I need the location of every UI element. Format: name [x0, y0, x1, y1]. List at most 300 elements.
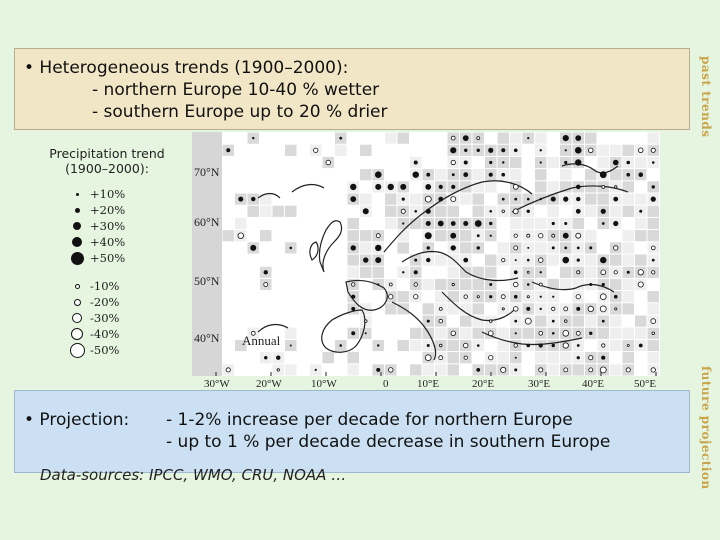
trend-dot	[626, 368, 630, 372]
grid-cell	[360, 230, 372, 241]
grid-cell	[648, 352, 660, 363]
grid-cell	[610, 206, 622, 217]
trend-dot	[351, 295, 355, 299]
grid-cell	[585, 255, 597, 266]
grid-cell	[510, 169, 522, 180]
trend-dot	[488, 331, 493, 336]
lat-label-40n: 40°N	[194, 331, 220, 345]
trend-dot	[614, 295, 618, 299]
trend-dot	[489, 295, 492, 298]
grid-cell	[435, 291, 447, 302]
lon-label-20w: 20°W	[256, 378, 282, 390]
trend-dot	[540, 271, 542, 273]
trend-dot	[489, 173, 493, 177]
trend-dot	[514, 270, 518, 274]
trend-dot	[601, 356, 605, 360]
grid-cell	[473, 303, 485, 314]
trend-dot	[552, 222, 555, 225]
trend-dot	[339, 344, 342, 347]
grid-cell	[585, 133, 597, 144]
trend-dot	[515, 357, 517, 359]
grid-cell	[410, 328, 422, 339]
grid-cell	[398, 133, 410, 144]
trend-dot	[450, 147, 456, 153]
trend-dot	[400, 184, 406, 190]
trend-dot	[477, 234, 480, 237]
trend-dot	[502, 258, 505, 261]
trend-dot	[526, 344, 530, 348]
grid-cell	[610, 328, 622, 339]
trend-dot	[526, 307, 530, 311]
trend-dot	[577, 271, 580, 274]
trend-dot	[652, 161, 655, 164]
grid-cell	[548, 206, 560, 217]
grid-cell	[360, 242, 372, 253]
trend-dot	[600, 257, 606, 263]
trend-dot	[563, 233, 569, 239]
season-label: Annual	[242, 333, 281, 348]
trend-dot	[651, 368, 655, 372]
grid-cell	[585, 181, 597, 192]
grid-cell	[285, 145, 297, 156]
grid-cell	[385, 206, 397, 217]
grid-cell	[273, 206, 285, 217]
grid-cell	[423, 364, 435, 375]
grid-cell	[285, 328, 297, 339]
trend-dot	[602, 283, 605, 286]
grid-cell	[473, 328, 485, 339]
trend-dot	[615, 186, 617, 188]
grid-cell	[360, 169, 372, 180]
lon-label-50e: 50°E	[634, 378, 657, 390]
grid-cell	[285, 206, 297, 217]
grid-cell	[535, 218, 547, 229]
grid-cell	[535, 316, 547, 327]
trend-dot	[277, 369, 279, 371]
trend-dot	[489, 356, 493, 360]
trend-dot	[563, 135, 569, 141]
grid-cell	[648, 303, 660, 314]
lat-label-70n: 70°N	[194, 165, 220, 179]
trend-dot	[451, 331, 456, 336]
grid-cell	[435, 364, 447, 375]
filled-dot-icon	[64, 252, 90, 265]
trend-dot	[502, 161, 504, 163]
grid-cell	[648, 230, 660, 241]
trend-dot	[514, 198, 517, 201]
trend-dot	[602, 222, 605, 225]
grid-cell	[648, 340, 660, 351]
trend-dot	[401, 209, 405, 213]
trend-dot	[552, 307, 555, 310]
trend-dot	[351, 283, 355, 287]
grid-cell	[610, 279, 622, 290]
grid-cell	[410, 340, 422, 351]
grid-cell	[610, 340, 622, 351]
grid-cell	[560, 352, 572, 363]
trend-dot	[250, 245, 256, 251]
trend-dot	[576, 331, 580, 335]
trend-dot	[527, 283, 530, 286]
filled-dot-icon	[64, 222, 90, 230]
projection-label: • Projection:	[24, 410, 130, 430]
grid-cell	[435, 279, 447, 290]
trend-dot	[552, 344, 555, 347]
trend-dot	[427, 344, 430, 347]
trend-dot	[639, 344, 643, 348]
grid-cell	[385, 194, 397, 205]
trend-dot	[652, 271, 655, 274]
grid-cell	[635, 328, 647, 339]
lon-label-10w: 10°W	[311, 378, 337, 390]
trend-dot	[539, 368, 543, 372]
trend-dot	[575, 135, 581, 141]
trend-dot	[551, 197, 556, 202]
trend-dot	[463, 135, 469, 141]
grid-cell	[460, 194, 472, 205]
grid-cell	[398, 242, 410, 253]
trend-dot	[502, 210, 505, 213]
trend-dot	[490, 235, 492, 237]
trend-dot	[389, 283, 392, 286]
grid-cell	[223, 230, 235, 241]
legend-label: +30%	[90, 219, 126, 233]
trend-dot	[577, 259, 580, 262]
trend-dot	[652, 185, 655, 188]
trend-dot	[414, 295, 418, 299]
trend-dot	[563, 330, 569, 336]
trend-dot	[527, 259, 530, 262]
trend-dot	[426, 173, 430, 177]
legend-label: -10%	[90, 279, 120, 293]
trend-dot	[425, 196, 431, 202]
grid-cell	[473, 194, 485, 205]
trend-dot	[588, 306, 593, 311]
trend-dot	[515, 332, 517, 334]
grid-cell	[560, 169, 572, 180]
trend-dot	[525, 318, 531, 324]
trend-dot	[377, 344, 379, 346]
grid-cell	[623, 279, 635, 290]
filled-dot-icon	[64, 208, 90, 213]
trend-dot	[626, 173, 630, 177]
grid-cell	[348, 218, 360, 229]
lon-label-30e: 30°E	[528, 378, 551, 390]
legend-item	[64, 294, 119, 310]
grid-cell	[648, 206, 660, 217]
grid-cell	[573, 218, 585, 229]
grid-cell	[498, 352, 510, 363]
grid-cell	[635, 157, 647, 168]
trend-dot	[276, 356, 280, 360]
trend-dot	[527, 234, 530, 237]
grid-cell	[585, 230, 597, 241]
trend-dot	[552, 296, 554, 298]
trend-dot	[351, 245, 356, 250]
grid-cell	[435, 206, 447, 217]
grid-cell	[448, 340, 460, 351]
trend-dot	[651, 319, 656, 324]
trend-dot	[626, 161, 630, 165]
trend-dot	[514, 344, 518, 348]
grid-cell	[360, 267, 372, 278]
trend-dot	[477, 344, 480, 347]
grid-cell	[460, 230, 472, 241]
legend-item	[64, 186, 125, 202]
trend-dot	[515, 259, 517, 261]
trend-dot	[588, 148, 593, 153]
legend-label: +20%	[90, 203, 126, 217]
trend-dot	[501, 295, 505, 299]
trend-dot	[600, 294, 606, 300]
trend-dot	[577, 356, 580, 359]
trend-dot	[389, 295, 393, 299]
lon-label-10e: 10°E	[417, 378, 440, 390]
trend-dot	[552, 332, 555, 335]
trend-dot	[414, 283, 418, 287]
trend-dot	[452, 283, 454, 285]
trend-dot	[364, 320, 367, 323]
grid-cell	[648, 291, 660, 302]
trend-dot	[652, 332, 655, 335]
trend-dot	[638, 172, 643, 177]
trend-dot	[564, 222, 567, 225]
trend-dot	[264, 356, 267, 359]
grid-cell	[473, 169, 485, 180]
grid-cell	[535, 181, 547, 192]
grid-cell	[385, 218, 397, 229]
trend-dot	[539, 343, 543, 347]
grid-cell	[623, 328, 635, 339]
trend-dot	[564, 320, 567, 323]
trend-dot	[514, 320, 517, 323]
trend-dot	[476, 368, 480, 372]
trend-dot	[414, 259, 417, 262]
trend-dot	[527, 296, 529, 298]
trend-dot	[438, 197, 443, 202]
future-projection-side-label: future projection	[699, 366, 713, 490]
trend-dot	[489, 222, 492, 225]
grid-cell	[623, 145, 635, 156]
trend-dot	[425, 184, 431, 190]
trend-dot	[463, 343, 468, 348]
trend-dot	[502, 308, 504, 310]
trend-dot	[540, 198, 542, 200]
grid-cell	[248, 206, 260, 217]
trend-dot	[576, 209, 581, 214]
trend-dot	[514, 295, 518, 299]
trend-dot	[651, 246, 655, 250]
trend-dot	[464, 161, 468, 165]
trend-dot	[238, 233, 244, 239]
trend-dot	[562, 257, 569, 264]
trend-dot	[575, 147, 582, 154]
trend-dot	[577, 247, 580, 250]
trend-dot	[527, 137, 529, 139]
trend-dot	[489, 210, 492, 213]
trend-dot	[488, 148, 493, 153]
legend-item	[64, 342, 119, 358]
grid-cell	[623, 255, 635, 266]
legend-label: -50%	[90, 343, 120, 357]
trend-dot	[350, 184, 356, 190]
grid-cell	[548, 181, 560, 192]
open-circle-icon	[64, 284, 90, 289]
trend-dot	[439, 185, 443, 189]
grid-cell	[260, 230, 272, 241]
trend-dot	[414, 210, 417, 213]
trend-dot	[464, 149, 467, 152]
trend-dot	[365, 332, 367, 334]
grid-cell	[535, 133, 547, 144]
legend-item	[64, 326, 119, 342]
grid-cell	[348, 364, 360, 375]
grid-cell	[523, 328, 535, 339]
trend-dot	[402, 222, 404, 224]
trend-dot	[489, 161, 492, 164]
trend-dot	[375, 257, 381, 263]
trend-dot	[613, 197, 618, 202]
trend-dot	[426, 209, 431, 214]
trend-dot	[451, 136, 455, 140]
projection-north: - 1-2% increase per decade for northern Europe	[166, 410, 573, 430]
grid-cell	[610, 255, 622, 266]
past-trends-north: - northern Europe 10-40 % wetter	[92, 80, 380, 100]
legend-item	[64, 310, 119, 326]
grid-cell	[623, 291, 635, 302]
grid-cell	[560, 279, 572, 290]
trend-dot	[402, 198, 405, 201]
grid-cell	[635, 255, 647, 266]
trend-dot	[450, 233, 456, 239]
grid-cell	[423, 279, 435, 290]
legend-label: -20%	[90, 295, 120, 309]
trend-dot	[540, 161, 542, 163]
grid-cell	[635, 194, 647, 205]
grid-cell	[485, 267, 497, 278]
trend-dot	[252, 137, 254, 139]
trend-dot	[564, 368, 568, 372]
legend-item	[64, 278, 119, 294]
grid-cell	[510, 157, 522, 168]
trend-dot	[425, 355, 431, 361]
grid-cell	[335, 145, 347, 156]
trend-dot	[563, 343, 568, 348]
trend-dot	[351, 331, 355, 335]
open-circle-icon	[64, 328, 90, 340]
trend-dot	[576, 295, 580, 299]
trend-dot	[600, 306, 606, 312]
grid-cell	[610, 316, 622, 327]
trend-dot	[363, 257, 368, 262]
trend-dot	[402, 271, 404, 273]
trend-dot	[540, 296, 542, 298]
trend-dot	[290, 345, 292, 347]
grid-cell	[348, 352, 360, 363]
trend-dot	[464, 356, 467, 359]
trend-dot	[238, 197, 243, 202]
trend-dot	[513, 185, 518, 190]
grid-cell	[623, 242, 635, 253]
legend-label: +40%	[90, 235, 126, 249]
legend-title-line2: (1900–2000):	[65, 161, 149, 176]
trend-dot	[451, 221, 456, 226]
trend-dot	[315, 369, 317, 371]
grid-cell	[448, 352, 460, 363]
trend-dot	[376, 234, 380, 238]
grid-cell	[585, 267, 597, 278]
trend-dot	[502, 198, 505, 201]
trend-dot	[577, 344, 580, 347]
legend-title	[42, 146, 172, 176]
lon-label-0: 0	[383, 378, 389, 390]
trend-dot	[463, 258, 468, 263]
grid-cell	[623, 352, 635, 363]
trend-dot	[638, 148, 643, 153]
trend-dot	[514, 234, 517, 237]
trend-dot	[552, 320, 555, 323]
trend-dot	[477, 296, 479, 298]
open-circle-icon	[64, 313, 90, 323]
trend-dot	[638, 270, 643, 275]
trend-dot	[539, 234, 543, 238]
past-trends-heading: • Heterogeneous trends (1900–2000):	[24, 58, 349, 78]
trend-dot	[527, 198, 530, 201]
trend-dot	[638, 282, 643, 287]
trend-dot	[627, 271, 630, 274]
trend-dot	[375, 171, 382, 178]
trend-dot	[426, 221, 431, 226]
trend-dot	[513, 209, 518, 214]
grid-cell	[648, 133, 660, 144]
grid-cell	[448, 303, 460, 314]
grid-cell	[435, 230, 447, 241]
grid-cell	[498, 242, 510, 253]
trend-dot	[552, 246, 555, 249]
lon-label-20e: 20°E	[472, 378, 495, 390]
trend-dot	[613, 160, 619, 166]
trend-dot	[576, 197, 580, 201]
trend-dot	[501, 148, 505, 152]
trend-dot	[463, 221, 468, 226]
trend-dot	[601, 209, 606, 214]
trend-dot	[439, 319, 443, 323]
filled-dot-icon	[64, 193, 90, 196]
grid-cell	[360, 194, 372, 205]
trend-dot	[339, 137, 342, 140]
filled-dot-icon	[64, 237, 90, 247]
grid-cell	[473, 279, 485, 290]
trend-dot	[489, 283, 492, 286]
trend-dot	[451, 160, 455, 164]
open-circle-icon	[64, 299, 90, 306]
trend-dot	[251, 197, 255, 201]
trend-dot	[539, 331, 543, 335]
trend-dot	[540, 308, 542, 310]
grid-cell	[573, 316, 585, 327]
lat-label-60n: 60°N	[194, 215, 220, 229]
past-trends-side-label: past trends	[699, 56, 713, 138]
grid-cell	[385, 303, 397, 314]
trend-dot	[414, 161, 418, 165]
grid-cell	[260, 206, 272, 217]
trend-dot	[501, 367, 506, 372]
trend-dot	[226, 368, 230, 372]
grid-cell	[585, 206, 597, 217]
grid-cell	[448, 206, 460, 217]
trend-dot	[564, 247, 567, 250]
grid-cell	[535, 242, 547, 253]
